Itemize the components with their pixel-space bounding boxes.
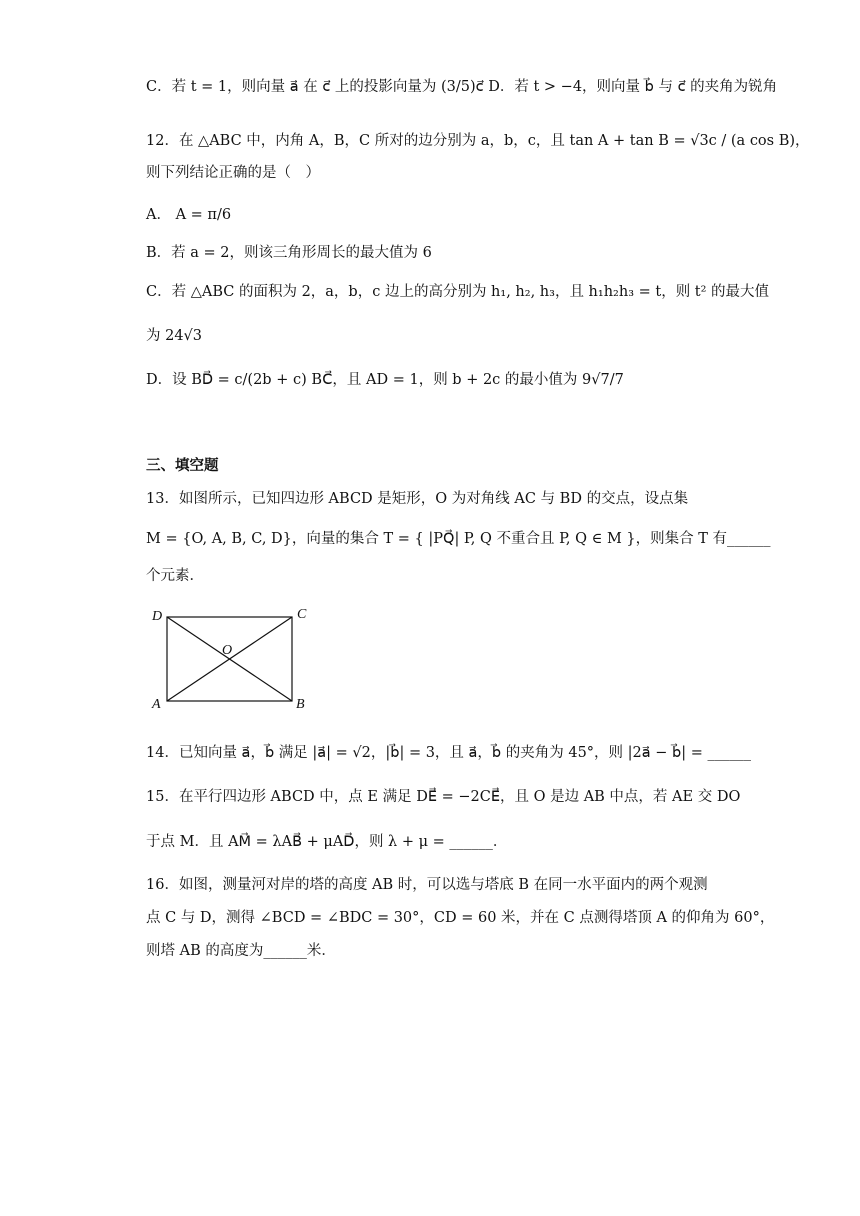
question-16-line3: 则塔 AB 的高度为______米． — [146, 943, 336, 959]
rectangle-figure — [146, 600, 316, 712]
question-13-line1: 13．如图所示，已知四边形 ABCD 是矩形，O 为对角线 AC 与 BD 的交点，设点集 — [146, 491, 689, 507]
question-15-line2: 于点 M．且 AM⃗ = λAB⃗ + μAD⃗，则 λ + μ = ______． — [146, 834, 508, 850]
question-15-line1: 15．在平行四边形 ABCD 中，点 E 满足 DE⃗ = −2CE⃗，且 O 是边 AB 中点，若 AE 交 DO — [146, 789, 741, 805]
rectangle-diagram — [146, 600, 316, 712]
question-13-line3: 个元素． — [146, 568, 204, 584]
label-o: O — [222, 643, 233, 658]
option-12b: B．若 a = 2，则该三角形周长的最大值为 6 — [146, 245, 432, 261]
question-12-stem: 12．在 △ABC 中，内角 A，B，C 所对的边分别为 a，b，c，且 tan A + tan B = √3c / (a cos B)， — [146, 133, 810, 149]
question-16-line2: 点 C 与 D，测得 ∠BCD = ∠BDC = 30°，CD = 60 米，并在 C 点测得塔顶 A 的仰角为 60°， — [146, 910, 775, 926]
label-b: B — [296, 697, 305, 712]
label-c: C — [297, 607, 307, 622]
question-13-line2: M = {O, A, B, C, D}，向量的集合 T = { |PQ⃗| P, Q 不重合且 P, Q ∈ M }，则集合 T 有______ — [146, 531, 771, 547]
label-d: D — [152, 609, 163, 624]
option-12c-cont: 为 24√3 — [146, 328, 203, 344]
option-12a: A． A = π/6 — [146, 207, 232, 223]
label-a: A — [152, 697, 161, 712]
question-14: 14．已知向量 a⃗，b⃗ 满足 |a⃗| = √2，|b⃗| = 3，且 a⃗，b⃗ 的夹角为 45°，则 |2a⃗ − b⃗| = ______ — [146, 745, 751, 761]
question-12-prompt: 则下列结论正确的是（ ） — [146, 165, 320, 181]
option-12d: D．设 BD⃗ = c/(2b + c) BC⃗，且 AD = 1，则 b + 2c 的最小值为 9√7/7 — [146, 372, 624, 388]
option-12c: C．若 △ABC 的面积为 2，a，b，c 边上的高分别为 h₁, h₂, h₃，且 h₁h₂h₃ = t，则 t² 的最大值 — [146, 284, 770, 300]
line-11c-11d: C．若 t = 1，则向量 a⃗ 在 c⃗ 上的投影向量为 (3/5)c⃗ D．若 t > −4，则向量 b⃗ 与 c⃗ 的夹角为锐角 — [146, 79, 778, 95]
section-heading-fill-in: 三、填空题 — [146, 458, 219, 474]
question-16-line1: 16．如图，测量河对岸的塔的高度 AB 时，可以选与塔底 B 在同一水平面内的两个观测 — [146, 877, 708, 893]
